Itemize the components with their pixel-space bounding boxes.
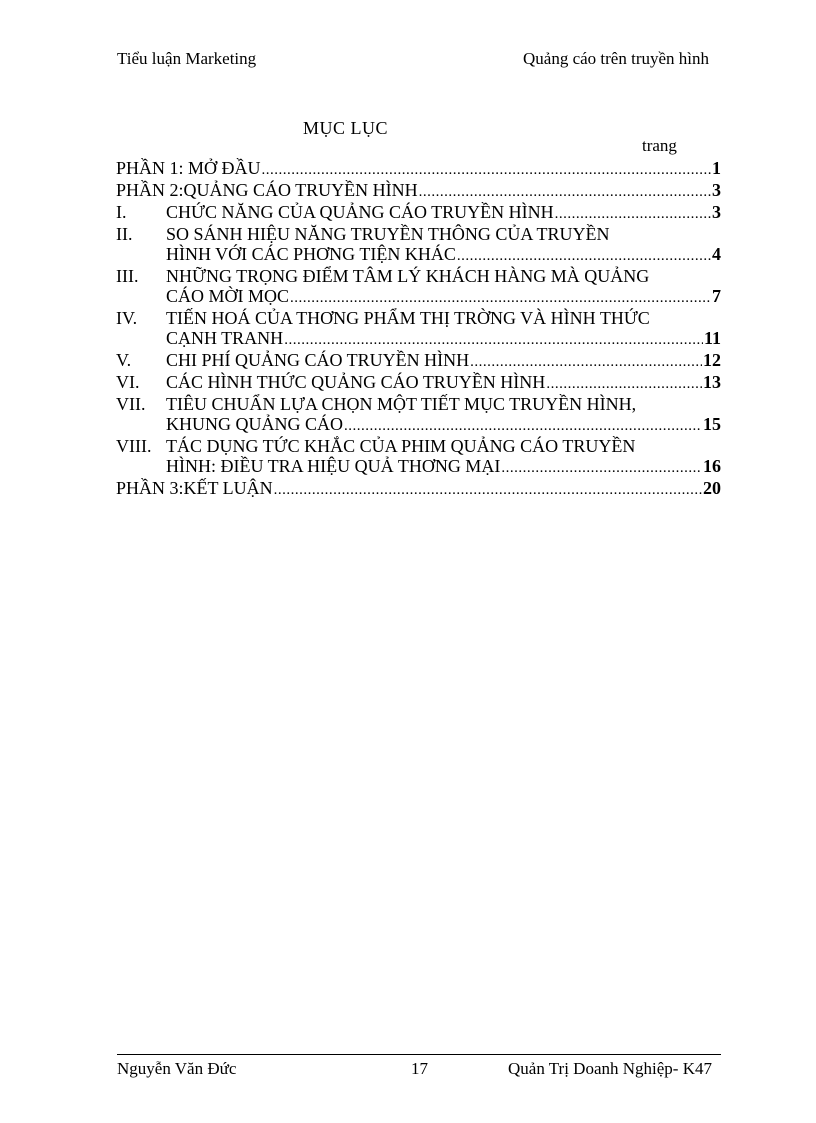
footer-page-number: 17 <box>411 1059 428 1078</box>
toc-page-number: 11 <box>703 328 721 348</box>
dot-leader <box>290 286 711 308</box>
toc-page-number: 13 <box>703 372 721 392</box>
dot-leader <box>344 414 702 436</box>
toc-entry[interactable] <box>116 478 721 500</box>
toc-page-number: 4 <box>712 244 721 264</box>
dot-leader <box>470 350 702 372</box>
toc-entry-number: V. <box>116 350 132 370</box>
toc-entry-text: CHI PHÍ QUẢNG CÁO TRUYỀN HÌNH <box>166 350 470 370</box>
toc-entry-text: CÁO MỜI MỌC <box>166 286 290 306</box>
toc-entry-text: SO SÁNH HIỆU NĂNG TRUYỀN THÔNG CỦA TRUYỀN <box>166 224 610 244</box>
toc-entry[interactable] <box>116 266 721 308</box>
toc-entry-number: I. <box>116 202 127 222</box>
toc-page-number: 3 <box>712 180 721 200</box>
toc-entry-number: VI. <box>116 372 140 392</box>
toc-title: MỤC LỤC <box>303 118 389 138</box>
toc-entry-number: VIII. <box>116 436 152 456</box>
toc-entry-text: PHẦN 3:KẾT LUẬN <box>116 478 273 498</box>
toc-entry-text: HÌNH: ĐIỀU TRA HIỆU QUẢ THƠNG MẠI <box>166 456 501 476</box>
toc-page-number: 15 <box>703 414 721 434</box>
toc-entry[interactable] <box>116 180 721 202</box>
toc-entry-text: CÁC HÌNH THỨC QUẢNG CÁO TRUYỀN HÌNH <box>166 372 546 392</box>
toc-entry[interactable] <box>116 394 721 436</box>
dot-leader <box>284 328 703 350</box>
toc-page-number: 3 <box>712 202 721 222</box>
dot-leader <box>262 158 711 180</box>
toc-entry[interactable] <box>116 202 721 224</box>
toc-page-number: 7 <box>712 286 721 306</box>
toc-entry-number: VII. <box>116 394 146 414</box>
header-left: Tiểu luận Marketing <box>117 49 257 68</box>
toc-entry-text: PHẦN 2:QUẢNG CÁO TRUYỀN HÌNH <box>116 180 418 200</box>
table-of-contents <box>116 158 721 500</box>
toc-entry[interactable] <box>116 308 721 350</box>
toc-entry-text: TIẾN HOÁ CỦA THƠNG PHẨM THỊ TRỜNG VÀ HÌNH THỨC <box>166 308 650 328</box>
toc-page-label: trang <box>642 136 677 155</box>
toc-page-number: 20 <box>703 478 721 498</box>
dot-leader <box>274 478 702 500</box>
footer-author: Nguyễn Văn Đức <box>117 1059 237 1078</box>
toc-entry[interactable] <box>116 372 721 394</box>
header-right: Quảng cáo trên truyền hình <box>523 49 709 68</box>
toc-entry-number: IV. <box>116 308 138 328</box>
dot-leader <box>555 202 711 224</box>
toc-entry[interactable] <box>116 158 721 180</box>
toc-page-number: 16 <box>703 456 721 476</box>
dot-leader <box>457 244 711 266</box>
footer-course: Quản Trị Doanh Nghiệp- K47 <box>508 1059 712 1078</box>
toc-page-number: 1 <box>712 158 721 178</box>
toc-entry-text: HÌNH VỚI CÁC PHƠNG TIỆN KHÁC <box>166 244 456 264</box>
toc-entry-text: TÁC DỤNG TỨC KHẮC CỦA PHIM QUẢNG CÁO TRUYỀN <box>166 436 636 456</box>
toc-entry[interactable] <box>116 350 721 372</box>
toc-entry[interactable] <box>116 224 721 266</box>
footer-rule <box>117 1054 721 1055</box>
toc-entry-number: II. <box>116 224 133 244</box>
toc-entry-text: CẠNH TRANH <box>166 328 284 348</box>
toc-entry-text: PHẦN 1: MỞ ĐẦU <box>116 158 261 178</box>
toc-entry-number: III. <box>116 266 139 286</box>
toc-entry-text: NHỮNG TRỌNG ĐIỂM TÂM LÝ KHÁCH HÀNG MÀ QUẢNG <box>166 266 650 286</box>
toc-entry[interactable] <box>116 436 721 478</box>
dot-leader <box>419 180 711 202</box>
dot-leader <box>546 372 702 394</box>
toc-entry-text: TIÊU CHUẨN LỰA CHỌN MỘT TIẾT MỤC TRUYỀN HÌNH, <box>166 394 637 414</box>
toc-entry-text: KHUNG QUẢNG CÁO <box>166 414 343 434</box>
dot-leader <box>501 456 702 478</box>
toc-entry-text: CHỨC NĂNG CỦA QUẢNG CÁO TRUYỀN HÌNH <box>166 202 554 222</box>
toc-page-number: 12 <box>703 350 721 370</box>
